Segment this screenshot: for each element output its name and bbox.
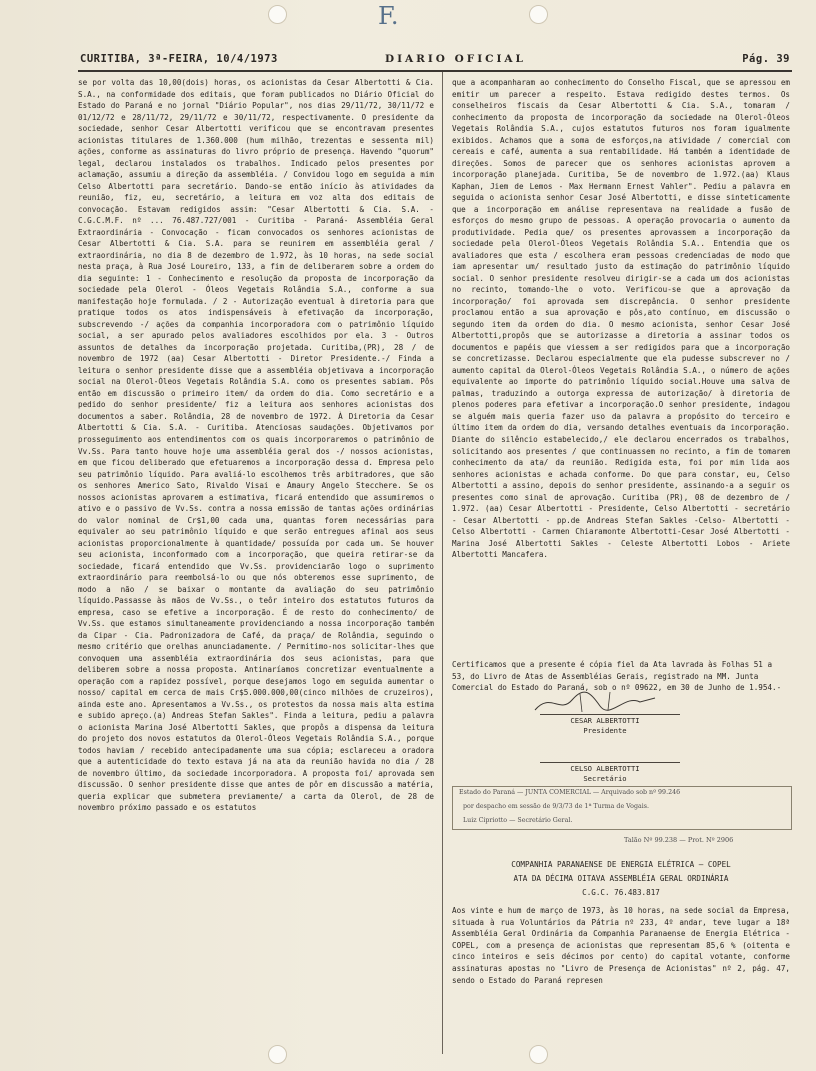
right-column-text: que a acompanharam ao conhecimento do Conselho Fiscal, que se apressou em emitir um parecer a respeito. Estava redigido destes termos. Os conselheiros fiscais da Cesar Albertotti & Cia. S.A., tomaram / conhecimento da proposta de incorporação da sociedade na Olerol-Óleos Vegetais Rolândia S.A., cujos estatutos futuros nos foram igualmente exibidos. Achamos que a soma de esforços,na atividade / comercial com cereais e café, aumenta a sua rentabilidade. Há também a identidade de direções. Somos de parecer que os senhores acionistas aprovem a incorporação planejada. Curitiba, 5e de novembro de 1.972.(aa) Klaus Kaphan, Jiem de Lemos - Max Hermann Ernest Vahler". Pediu a palavra em seguida o acionista senhor Cesar José Albertotti, e disse sinteticamente que a incorporação em análise representava na realidade a fusão de esforços do mesmo grupo de pessoas. A operação provocaria o aumento da produtividade. Pedia que/ os presentes aprovassem a incorporação da sociedade pela Olerol-Óleos Vegetais Rolândia S.A.. Entendia que os avaliadores que esta / escolhera eram pessoas credenciadas de modo que iam apresentar um/ resultado justo da estimação do patrimônio líquido social. O senhor presidente resolveu dirigir-se a cada um dos acionistas no recinto, tomando-lhe o voto. Verificou-se que a aprovação da incorporação/ foi aprovada sem discrepância. O senhor presidente proclamou então a sua aprovação e pôs,ato contínuo, em discussão o segundo item da ordem do dia. O mesmo acionista, senhor Cesar José Albertotti,propôs que se autorizasse a diretoria a assinar todos os documentos e papéis que viessem a ser redigidos para que a incorporação se concretizasse. Declarou especialmente que ela pudesse subscrever no / aumento capital da Olerol-Óleos Vegetais Rolândia S.A., o número de ações equivalente ao importe do patrimônio líquido social.Houve uma salva de palmas, traduzindo a outorga expressa de autorização/ à diretoria de plenos poderes para efetivar a incorporação.O senhor presidente, indagou se alguém mais queria fazer uso da palavra a propósito do terceiro e último item da ordem do dia, versando detalhes eventuais da incorporação. Diante do silêncio estabelecido,/ ele declarou encerrados os trabalhos, solicitando aos presentes / que continuassem no recinto, a fim de tomarem conhecimento da ata/ da reunião. Redigida esta, foi por mim lida aos senhores acionistas e achada conforme. Do que para constar, eu, Celso Albertotti a assino, depois do senhor presidente, assinando-a a seguir os presentes como sinal de aprovação. Curitiba (PR), 08 de dezembro de / 1.972. (aa) Cesar Albertotti - Presidente, Celso Albertotti - secretário - Cesar Albertotti - pp.de Andreas Stefan Sakles -Celso- Albertotti - Celso Albertotti - Carmen Chiaramonte Albertotti-Cesar José Albertotti - Marina José Albertotti Sakles - Celeste Albertotti Lobos - Ariete Albertotti Mancafera. [452,78,790,560]
punch-hole [268,1045,287,1064]
punch-hole [268,5,287,24]
page-header [80,53,790,69]
punch-hole [529,5,548,24]
right-column [452,77,790,561]
president-name: CESAR ALBERTOTTI [570,716,640,725]
copel-minutes-body: Aos vinte e hum de março de 1973, às 10 horas, na sede social da Empresa, situada à rua Voluntários da Pátria nº 233, 4º andar, teve lugar a 18ª Assembléia Geral Ordinária da Companhia Paranaense de Energia Elétrica - COPEL, com a presença de acionistas que representam 85,6 % (oitenta e cinco inteiros e seis décimos por cento) do capital votante, conforme assinaturas apostas no "Livro de Presença de Acionistas" nº 2, pág. 47, sendo o Estado do Paraná represen [452,906,790,985]
stamp-line-2: por despacho em sessão de 9/3/73 de 1ª Turma de Vogais. [463,803,649,810]
left-column [78,77,434,814]
president-role: Presidente [583,726,627,735]
certification-text: Certificamos que a presente é cópia fiel da Ata lavrada às Folhas 51 a 53, do Livro de Atas de Assembléias Gerais, registrado na MM. Junta Comercial do Estado do Paraná, sob o nº 09622, em 30 de Junho de 1.954.- [452,660,782,692]
registration-number: Talão Nº 99.238 — Prot. Nº 2906 [624,836,734,844]
stamp-line-1: Estado do Paraná — JUNTA COMERCIAL — Arquivado sob nº 99.246 [459,789,681,796]
column-divider [442,72,443,1054]
secretary-role: Secretário [583,774,627,783]
signature-line [540,714,680,715]
secretary-name: CELSO ALBERTOTTI [570,764,640,773]
company-name: COMPANHIA PARANAENSE DE ENERGIA ELÉTRICA — COPEL [511,860,731,869]
left-column-text: se por volta das 10,00(dois) horas, os acionistas da Cesar Albertotti & Cia. S.A., na conformidade dos editais, que foram publicados no Diário Oficial do Estado do Paraná e no jornal "Diário Popular", nos dias 29/11/72, 30/11/72 e 01/12/72 e 28/11/72, 29/11/72 e 30/11/72, respectivamente. O presidente da sociedade, senhor Cesar Albertotti verificou que se encontravam presentes acionistas titulares de 1.360.000 (hum milhão, trezentas e sessenta mil) ações, conforme as assinaturas do livro próprio de presença. Havendo "quorum" legal, declarou instalados os trabalhos. Indicado pelos presentes por aclamação, assumiu a direção da assembléia. / Convidou logo em seguida a mim Celso Albertotti para secretário. Dando-se então início às atividades da reunião, fiz, eu, secretário, a leitura em voz alta dos editais de convocação. Estavam redigidos assim: "Cesar Albertotti & Cia. S.A. - C.G.C.M.F. nº ... 76.487.727/001 - Curitiba - Paraná- Assembléia Geral Extraordinária - Convocação - ficam convocados os senhores acionistas de Cesar Albertotti & Cia. S.A. para se reunirem em assembléia geral / extraordinária, no dia 8 de dezembro de 1.972, às 10 horas, na sede social nesta praça, à Rua José Loureiro, 133, a fim de deliberarem sobre a ordem do dia seguinte: 1 - Conhecimento e resolução da proposta de incorporação da sociedade pela Olerol - Óleos Vegetais Rolândia S.A., conforme a sua manifestação hoje formulada. / 2 - Autorização eventual à diretoria para que pratique todos os atos indispensáveis à efetivação da incorporação, subscrevendo -/ ações da companhia incorporadora com o patrimônio líquido social, a ser apurado pelos avaliadores escolhidos por ela. 3 - Outros assuntos de detalhes da incorporação projetada. Curitiba,(PR), 28 / de novembro de 1972 (aa) Cesar Albertotti - Diretor Presidente.-/ Finda a leitura o senhor presidente disse que a assembléia objetivava a incorporação social na Olerol-Óleos Vegetais Rolândia S.A. como os presentes sabiam. Pôs então em discussão o primeiro item/ da ordem do dia. Como secretário e a pedido do senhor presidente/ fiz a leitura aos senhores acionistas dos documentos a saber. Rolândia, 28 de novembro de 1972. À Diretoria da Cesar Albertotti & Cia. S.A. - Curitiba. Atenciosas saudações. Objetivamos por prosseguimento aos entendimentos com os quais incorporaremos o patrimônio de Vv.Ss. Para tanto houve hoje uma assembléia geral dos -/ nossos acionistas, em que ficou deliberado que efetuaremos a incorporação dessa d. Empresa pelo seu patrimônio líquido. Para avaliá-lo escolhemos três arbitradores, que são os senhores Americo Sato, Rivaldo Visai e Amaury Angelo Stecchere. Se os nossos acionistas aprovarem a estimativa, ficará entendido que assumiremos o ativo e o passivo de Vv.Ss. contra a nossa emissão de tantas ações ordinárias do valor nominal de Cr$1,00 cada uma, quantas forem necessárias para equivaler ao seu patrimônio líquido e que serão entregues afinal aos seus acionistas proporcionalmente à quantidade/ possuída por cada um. Se houver seu acionista, inconformado com a incorporação, que queira retirar-se da sociedade, ficará entendido que Vv.Ss. providenciarão logo o suprimento extraordinário para reembolsá-lo ou que nós obteremos esse suprimento, de modo a não / se baixar o montante da avaliação do seu patrimônio líquido.Passasse às mãos de Vv.Ss., o teôr inteiro dos estatutos futuros da empresa, caso se efetive a incorporação. É de resto do conhecimento/ de Vv.Ss. que estamos simultaneamente providenciando a nossa incorporação também da Cipar - Cia. Padronizadora de Café, da praça/ de Rolândia, seguindo o mesmo critério que orelhas anunciadamente. / Permitimo-nos solicitar-lhes que convoquem uma assembléia extraordinária dos seus acionistas, para que deliberem sobre a nossa proposta. Antinaríamos concretizar eventualmente a operação com a rapidez possível, porque desejamos logo em seguida aumentar o nosso/ capital em cerca de mais Cr$5.000.000,00(cinco milhões de cruzeiros), ainda este ano. Apresentamos a Vv.Ss., os protestos da nossa mais alta estima e subido apreço.(a) Andreas Stefan Sakles". Finda a leitura, pediu a palavra o acionista Marina José Albertotti Sakles, que propôs a dispensa da leitura do projeto dos novos estatutos da Olerol-Óleos Vegetais Rolândia S.A., porque todos haviam / recebido antecipadamente uma sua cópia; esclareceu a oradora que a autenticidade do texto estava já na ata da reunião havida no dia / 28 de novembro último, da sociedade incorporadora. A proposta foi/ aprovada sem discussão. O senhor presidente disse que antes de pôr em discussão a matéria, queria explicar que submetera previamente/ a carta da Olerol, de 28 de novembro próximo passado e os estatutos [78,78,434,813]
signature-scribble [530,688,660,716]
header-rule [78,70,792,72]
header-title: DIARIO OFICIAL [385,53,526,65]
signature-line [540,762,680,763]
copel-title-block [452,858,790,900]
header-page-number: Pág. 39 [742,53,790,65]
signature-president [540,716,670,736]
minutes-title: ATA DA DÉCIMA OITAVA ASSEMBLÉIA GERAL ORDINÁRIA [513,874,729,883]
signature-secretary [540,764,670,784]
cgc-number: C.G.C. 76.483.817 [582,888,660,897]
header-date: CURITIBA, 3ª-FEIRA, 10/4/1973 [80,53,278,65]
handwritten-mark: F. [378,2,399,30]
punch-hole [529,1045,548,1064]
stamp-line-3: Luiz Cipriotto — Secretário Geral. [463,817,573,824]
registry-stamp [452,786,792,830]
